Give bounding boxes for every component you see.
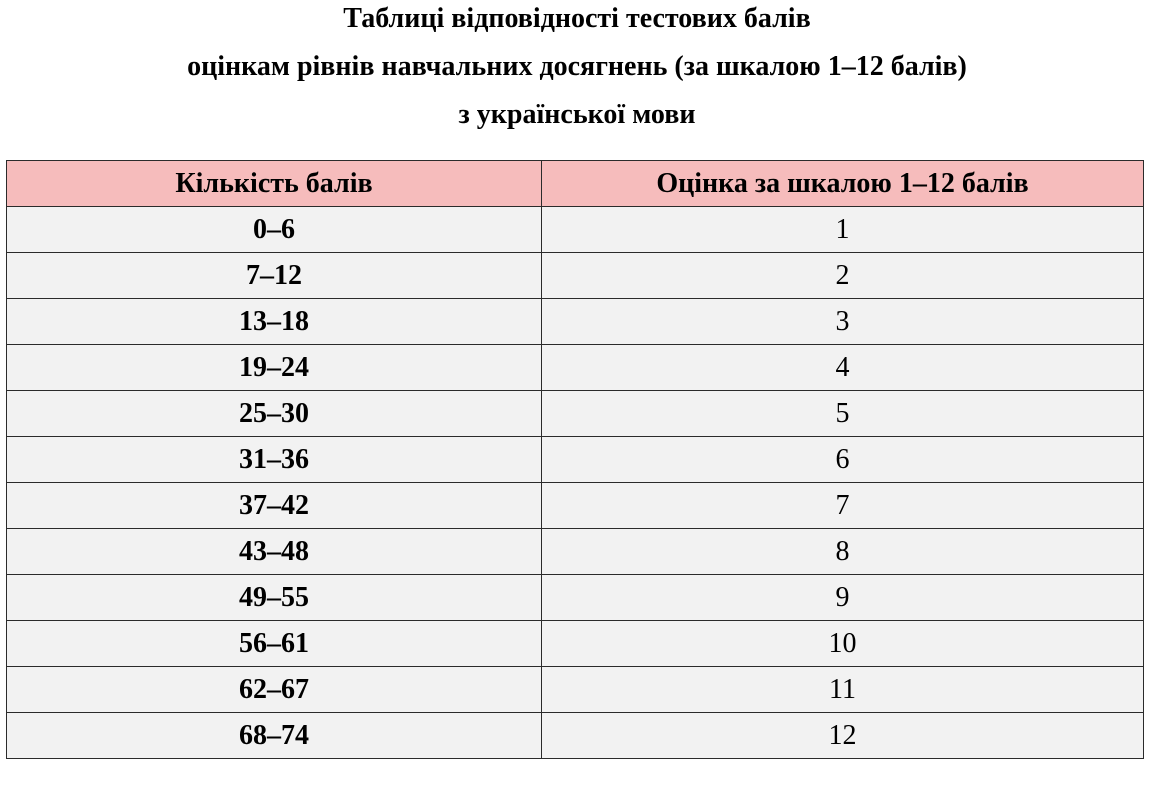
points-cell: 25–30 [7,391,542,437]
points-cell: 31–36 [7,437,542,483]
grade-cell: 6 [542,437,1144,483]
grade-cell: 8 [542,529,1144,575]
grade-cell: 5 [542,391,1144,437]
points-cell: 62–67 [7,667,542,713]
table-row [7,437,1144,483]
table-row [7,207,1144,253]
grade-cell: 1 [542,207,1144,253]
grade-cell: 10 [542,621,1144,667]
points-cell: 0–6 [7,207,542,253]
table-row [7,667,1144,713]
table-row [7,483,1144,529]
title-line-2: оцінкам рівнів навчальних досягнень (за шкалою 1–12 балів) [187,51,967,82]
header-grade: Оцінка за шкалою 1–12 балів [542,161,1144,207]
grade-cell: 11 [542,667,1144,713]
points-cell: 13–18 [7,299,542,345]
points-cell: 7–12 [7,253,542,299]
table-row [7,713,1144,759]
points-cell: 19–24 [7,345,542,391]
grade-cell: 9 [542,575,1144,621]
score-conversion-table [6,160,1144,759]
table-row [7,253,1144,299]
points-cell: 43–48 [7,529,542,575]
grade-cell: 12 [542,713,1144,759]
points-cell: 37–42 [7,483,542,529]
title-line-3: з української мови [458,99,696,130]
table-row [7,391,1144,437]
document-title [0,0,1154,139]
table-body [7,207,1144,759]
points-cell: 49–55 [7,575,542,621]
table-row [7,345,1144,391]
points-cell: 56–61 [7,621,542,667]
header-row [7,161,1144,207]
table-row [7,621,1144,667]
grade-cell: 3 [542,299,1144,345]
title-line-1: Таблиці відповідності тестових балів [343,3,811,34]
table-row [7,299,1144,345]
points-cell: 68–74 [7,713,542,759]
grade-cell: 4 [542,345,1144,391]
grade-cell: 2 [542,253,1144,299]
grade-cell: 7 [542,483,1144,529]
table-row [7,575,1144,621]
header-points: Кількість балів [7,161,542,207]
table-row [7,529,1144,575]
table-header [7,161,1144,207]
